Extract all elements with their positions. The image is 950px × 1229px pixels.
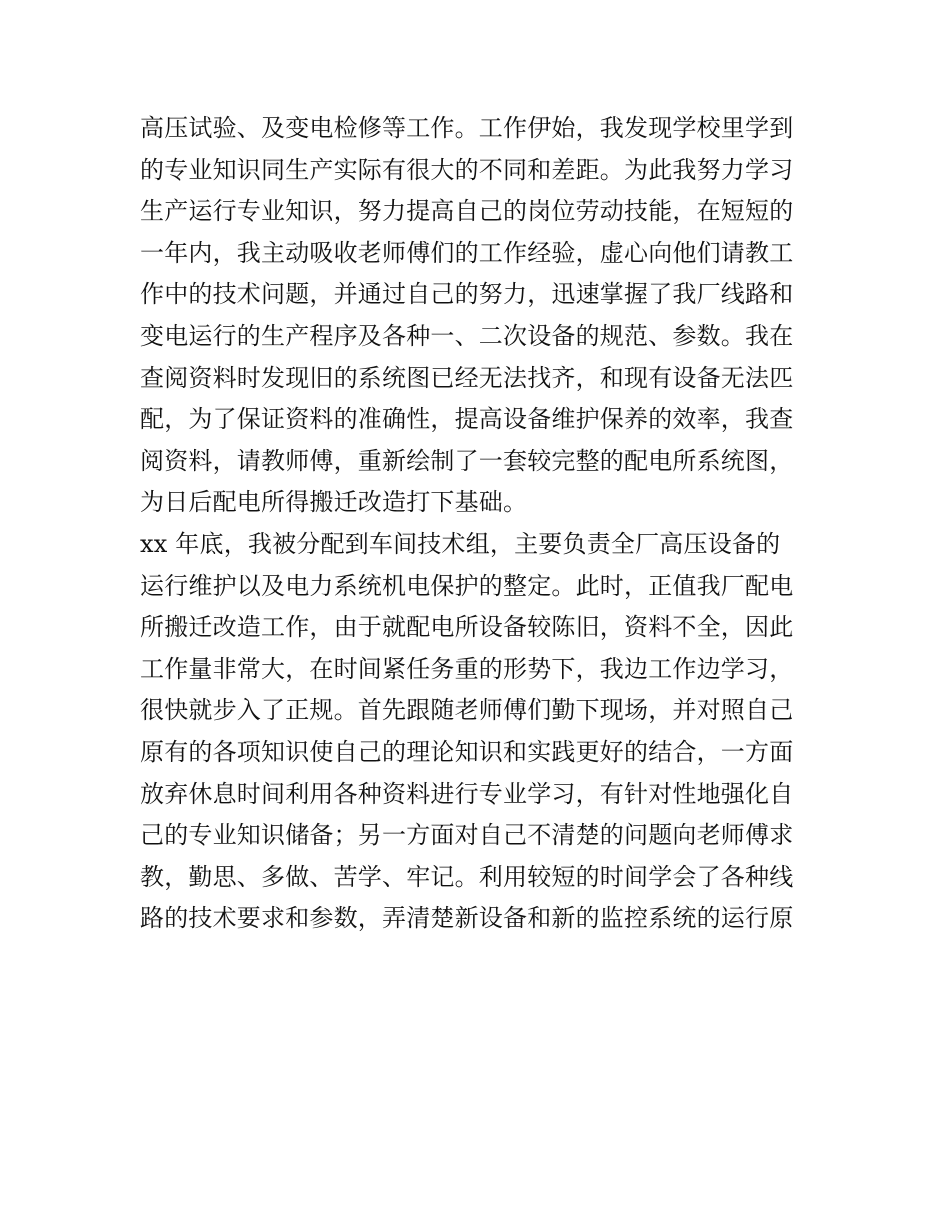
text-line: 生产运行专业知识，努力提高自己的岗位劳动技能，在短短的 [140,197,794,226]
text-line: 变电运行的生产程序及各种一、二次设备的规范、参数。我在 [140,321,794,350]
text-line: 路的技术要求和参数，弄清楚新设备和新的监控系统的运行原 [140,904,794,933]
text-line: 查阅资料时发现旧的系统图已经无法找齐，和现有设备无法匹 [140,363,794,392]
text-line: xx 年底，我被分配到车间技术组，主要负责全厂高压设备的 [140,529,781,558]
text-line: 工作量非常大，在时间紧任务重的形势下，我边工作边学习， [140,654,794,683]
text-line: 配，为了保证资料的准确性，提高设备维护保养的效率，我查 [140,405,794,434]
text-line: 教，勤思、多做、苦学、牢记。利用较短的时间学会了各种线 [140,862,794,891]
text-line: 运行维护以及电力系统机电保护的整定。此时，正值我厂配电 [140,571,794,600]
text-line: 己的专业知识储备；另一方面对自己不清楚的问题向老师傅求 [140,821,794,850]
text-line: 高压试验、及变电检修等工作。工作伊始，我发现学校里学到 [140,114,794,142]
text-line: 原有的各项知识使自己的理论知识和实践更好的结合，一方面 [140,737,794,766]
text-line: 很快就步入了正规。首先跟随老师傅们勤下现场，并对照自己 [140,696,794,725]
text-line: 为日后配电所得搬迁改造打下基础。 [140,488,528,517]
text-line: 一年内，我主动吸收老师傅们的工作经验，虚心向他们请教工 [140,238,794,267]
body-text [140,108,840,940]
text-line: 阅资料，请教师傅，重新绘制了一套较完整的配电所系统图， [140,446,794,475]
text-line: 所搬迁改造工作，由于就配电所设备较陈旧，资料不全，因此 [140,613,794,642]
text-line: 放弃休息时间利用各种资料进行专业学习，有针对性地强化自 [140,779,794,808]
text-line: 的专业知识同生产实际有很大的不同和差距。为此我努力学习 [140,155,794,184]
text-line: 作中的技术问题，并通过自己的努力，迅速掌握了我厂线路和 [140,280,794,309]
